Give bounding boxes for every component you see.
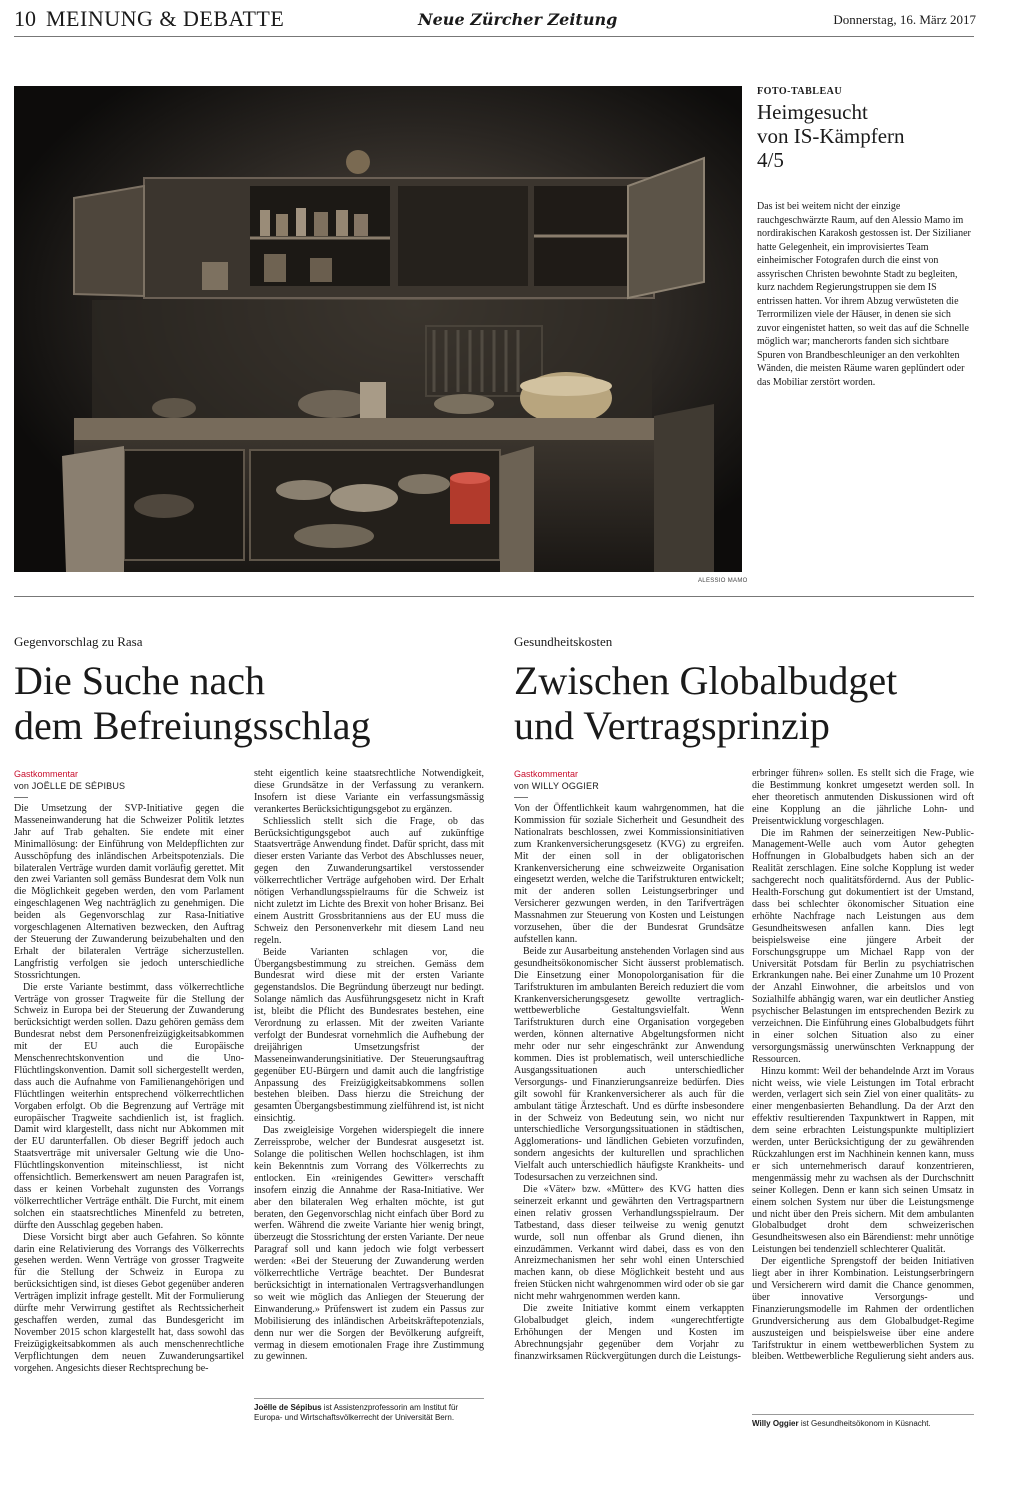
article-kicker: Gegenvorschlag zu Rasa: [14, 634, 143, 649]
byline-type: Gastkommentar: [14, 769, 79, 779]
left-article-column-1: [14, 803, 244, 1375]
headline-line: Die Suche nach: [14, 658, 266, 703]
page-number: 10: [14, 6, 36, 31]
paragraph: Schliesslich stellt sich die Frage, ob das Berücksichtigungsgebot auch auf zukünftige Staatsverträge Anwendung findet. Dafür spricht, dass mit dieser ersten Variante das Verbot des Abschlusses neuer, gegen den Zuwanderungsartikel verstossender völkerrechtlicher Verträge aufgehoben wird. Der Erhalt nötigen Verhandlungsspielraums für die Schweiz ist nicht zuletzt im Lichte des Brexit von hoher Brisanz. Bei einem Austritt Grossbritanniens aus der EU muss die Schweiz den Personenverkehr mit diesem Land neu regeln.: [254, 815, 484, 946]
right-article-header: [514, 634, 974, 748]
issue-date: Donnerstag, 16. März 2017: [833, 12, 976, 27]
paragraph: Die Umsetzung der SVP-Initiative gegen die Masseneinwanderung hat die Schweizer Politik letztes Jahr auf Trab gehalten. Sie endete mit einer Minimallösung: der Einführung von Meldepflichten zur Ausschöpfung des inländischen Arbeitspotenzials. Die bilateralen Verträge wurden damit vorläufig gerettet. Mit den zwei Varianten soll gemäss Bundesrat dem Volk nun die Möglichkeit gegeben werden, den vom Parlament eingeschlagenen Weg nachträglich zu genehmigen. Die beiden als Gegenvorschlag zur Rasa-Initiative vorgeschlagenen Alternativen bezwecken, den Auftrag der Steuerung der Zuwanderung beizubehalten und den Erhalt der bilateralen Verträge sicherzustellen. Langfristig verfolgen sie jedoch unterschiedliche Stossrichtungen.: [14, 803, 244, 981]
bio-text: ist Assistenzprofessorin am Institut für Europa- und Wirtschaftsvölkerrecht der Universität Bern.: [254, 1403, 459, 1422]
paragraph: steht eigentlich keine staatsrechtliche Notwendigkeit, diese Grundsätze in der Verfassung zu verankern. Insofern ist diese Variante ein verfassungsmässig verankertes Berücksichtigungsgebot zu ergänzen.: [254, 768, 484, 815]
paragraph: Das zweigleisige Vorgehen widerspiegelt die innere Zerreissprobe, welcher der Bundesrat ausgesetzt ist. Solange die politischen Wellen hochschlagen, ist ihm kein Bekenntnis zum Vorrang des Völkerrechts zu entlocken. Ein «reinigendes Gewitter» verschafft insofern einzig die Annahme der Rasa-Initiative. Wer aber den bilateralen Weg erhalten möchte, ist gut beraten, den Gegenvorschlag nicht einfach über Bord zu werfen. Während die zweite Variante hier wenig bringt, überzeugt die Stossrichtung der ersten Variante. Der neue Paragraf soll und kann jedoch wie folgt verbessert werden: «Bei der Steuerung der Zuwanderung werden völkerrechtliche Verträge beachtet. Der Bundesrat berücksichtigt in internationalen Vertragsverhandlungen so weit wie möglich das Anliegen der Steuerung der Einwanderung.» Prüfenswert ist zudem ein Passus zur Mobilisierung des inländischen Arbeitskräftepotenzials, denn nur wer die Sorgen der Bevölkerung aufgreift, vermag in diesem emotionalen Frage ihre Zustimmung zu gewinnen.: [254, 1125, 484, 1363]
bio-rule: [254, 1398, 484, 1399]
bio-text: ist Gesundheitsökonom in Küsnacht.: [798, 1419, 931, 1428]
tableau-title: [757, 100, 971, 172]
left-byline: [14, 768, 125, 792]
byline-author: von JOËLLE DE SÉPIBUS: [14, 781, 126, 791]
paragraph: Diese Vorsicht birgt aber auch Gefahren. So könnte darin eine Relativierung des Vorrangs des Völkerrechts gesehen werden. Wenn Verträge von grosser Tragweite für die Stellung der Schweiz in Europa zu berücksichtigen sind, ist dieses Gebot gegenüber anderen Verträgen implizit infrage gestellt. Mit der Formulierung dürfte mehr Verwirrung gestiftet als Rechtssicherheit geschaffen werden, zumal das Bundesgericht im November 2015 schon klargestellt hat, dass sowohl das Freizügigkeitsabkommen als auch menschenrechtliche Verpflichtungen dem neuen Zuwanderungsartikel vorgehen. Angesichts dieser Rechtsprechung be-: [14, 1231, 244, 1374]
feature-photo: [14, 86, 742, 572]
article-headline: [514, 658, 974, 748]
section-rule: [14, 596, 974, 597]
left-article-column-2: [254, 768, 484, 1363]
newspaper-logo: Neue Zürcher Zeitung: [418, 10, 618, 29]
paragraph: Die zweite Initiative kommt einem verkappten Globalbudget gleich, indem «ungerechtfertigte Erhöhungen der Mengen und Kosten im Abrechnungsjahr gegenüber dem Vorjahr zu finanzwirksamen Rückvergütungen durch die Leistungs-: [514, 1303, 744, 1362]
photo-credit: ALESSIO MAMO: [698, 578, 748, 584]
byline-rule: [14, 797, 28, 798]
tableau-title-line: von IS-Kämpfern: [757, 124, 905, 148]
headline-line: dem Befreiungsschlag: [14, 703, 371, 748]
masthead-rule: [14, 36, 974, 37]
byline-author: von WILLY OGGIER: [514, 781, 599, 791]
byline-rule: [514, 797, 528, 798]
headline-line: Zwischen Globalbudget: [514, 658, 898, 703]
tableau-title-line: 4/5: [757, 148, 784, 172]
article-kicker: Gesundheitskosten: [514, 634, 613, 649]
right-article-column-2: [752, 768, 974, 1363]
paragraph: Die im Rahmen der seinerzeitigen New-Public-Management-Welle auch vom Autor gehegten Hoffnungen in Globalbudgets haben sich an der Realität zerschlagen. Eine solche Kopplung ist weder sachgerecht noch qualitätsfördernd. Aus der Public-Health-Forschung gut dokumentiert ist der Umstand, dass bei schlechter ökonomischer Situation eine erhöhte Nachfrage nach Leistungen aus dem Gesundheitswesen anfallen kann. Dies legt beispielsweise eine jüngere Arbeit der Forschungsgruppe um Michael Rapp von der Universität Potsdam für Berlin zu psychiatrischen Erkrankungen nahe. Bei einer Zunahme um 10 Prozent der Anzahl Einwohner, die arbeitslos und von Sozialhilfe abhängig waren, war ein deutlicher Anstieg psychischer Belastungen im entsprechenden Bezirk zu verzeichnen. Die Einführung eines Globalbudgets führt in einer solchen Situation also zu einer versorgungsmässig unerwünschten Verknappung der Ressourcen.: [752, 827, 974, 1065]
paragraph: Die erste Variante bestimmt, dass völkerrechtliche Verträge von grosser Tragweite für die Stellung der Schweiz in Europa bei der Steuerung der Zuwanderung berücksichtigt werden sollen. Dazu gehören gemäss dem Bundesrat nebst dem Personenfreizügigkeitsabkommen mit der EU auch die Europäische Menschenrechtskonvention und die Uno-Flüchtlingskonvention. Damit soll sichergestellt werden, dass auch die Aufnahme von Familienangehörigen und Flüchtlingen weiterhin entsprechend völkerrechtlichen Vorgaben erfolgt. Ob die Begrenzung auf Verträge mit europäischer Tragweite sachdienlich ist, ist fraglich. Damit wird klargestellt, dass nicht nur Abkommen mit der EU darunterfallen. Ob dieser Begriff jedoch auch Staatsverträge mit universaler Geltung wie die Uno-Flüchtlingskonvention miteinschliesst, ist nicht offensichtlich. Bemerkenswert am neuen Paragrafen ist, dass er keinen Vorbehalt zugunsten des Vorrangs völkerrechtlicher Verträge enthält. Die Furcht, mit einem solchen ein staatsrechtliches Minenfeld zu betreten, dürfte den Ausschlag gegeben haben.: [14, 981, 244, 1231]
section-title: MEINUNG & DEBATTE: [46, 6, 285, 31]
paragraph: Die «Väter» bzw. «Mütter» des KVG hatten dies seinerzeit erkannt und gewährten den Vertragspartnern einen relativ grossen Verhandlungsspielraum. Der Tatbestand, dass dieser teilweise zu wenig genutzt wurde, soll nun offenbar als Grund dienen, ihn einzudämmen. Verkannt wird dabei, dass es von den Anreizmechanismen her sehr wohl einen Unterschied machen kann, ob diese Möglichkeit besteht und aus freien Stücken nicht wahrgenommen wird oder ob sie gar nicht mehr wahrgenommen werden kann.: [514, 1184, 744, 1303]
left-author-bio: [254, 1403, 484, 1423]
paragraph: Der eigentliche Sprengstoff der beiden Initiativen liegt aber in ihrer Kombination. Leistungserbringern und Versicherern wird damit die Chance genommen, über innovative Versorgungs- und Finanzierungsmodelle im Rahmen der ordentlichen Grundversicherung aus dem Globalbudget-Regime auszusteigen und beispielsweise über eine andere Tarifstruktur in einem wettbewerblichen System zu bleiben. Wettbewerbliche Regulierung sieht anders aus.: [752, 1256, 974, 1363]
right-byline: [514, 768, 599, 792]
tableau-title-line: Heimgesucht: [757, 100, 868, 124]
article-headline: [14, 658, 494, 748]
paragraph: erbringer führen» sollen. Es stellt sich die Frage, wie die Bestimmung konkret umgesetzt werden soll. In eher theoretisch anmutenden Diskussionen wird oft eine Kopplung an die jährliche Lohn- und Preisentwicklung vorgeschlagen.: [752, 768, 974, 827]
left-article-header: [14, 634, 494, 748]
bio-name: Willy Oggier: [752, 1419, 799, 1428]
paragraph: Hinzu kommt: Weil der behandelnde Arzt im Voraus nicht weiss, wie viele Leistungen im Total erbracht werden, verlagert sich sein Ziel von einer qualitäts- zu einer mengenbasierten Behandlung. Da der Arzt den effektiv resultierenden Taxpunktwert in Rappen, mit dem seine erbrachten Leistungspunkte multipliziert werden, unter Berücksichtigung der zu gewährenden Rückzahlungen erst im Nachhinein kennen kann, muss er sich unternehmerisch darauf konzentrieren, mengenmässig mehr zu wachsen als der Durchschnitt seiner Kollegen. Denn er kann sich seinen Umsatz in einem solchen System nur über die Leistungsmenge und nicht über den Preis sichern. Mit dem ambulanten Globalbudget droht dem schweizerischen Gesundheitswesen also ein Bärendienst: mehr unnötige Leistungen bei tendenziell schlechterer Qualität.: [752, 1065, 974, 1256]
paragraph: Von der Öffentlichkeit kaum wahrgenommen, hat die Kommission für soziale Sicherheit und Gesundheit des Nationalrats beschlossen, zwei Kommissionsinitiativen zum Krankenversicherungsgesetz (KVG) zu ergreifen. Mit der einen soll in der obligatorischen Krankenversicherung eine schweizweite Organisation eingesetzt werden, welche die Tarifstrukturen entwickelt; mit der anderen sollen Leistungserbringer und Versicherer gezwungen werden, in den Tarifverträgen Massnahmen zur Steuerung von Kosten und Leistungen vorzusehen, über die der Bundesrat Grundsätze aufstellen kann.: [514, 803, 744, 945]
masthead: [14, 6, 976, 32]
tableau-caption: Das ist bei weitem nicht der einzige rauchgeschwärzte Raum, auf den Alessio Mamo im nordirakischen Karakosh gestossen ist. Der Sizilianer hatte Gelegenheit, ein improvisiertes Team einheimischer Fotografen durch die einst von assyrischen Christen bewohnte Stadt zu begleiten, kurz nachdem Regierungstruppen sie dem IS entrissen hatten. Vor ihrem Abzug verwüsteten die Terrormilizen viele der Häuser, in denen sie sich zuvor eingenistet hatten, so weit das auf die Schnelle möglich war; mancherorts fanden sich sichtbare Spuren von Brandbeschleuniger an den verkohlten Wänden, die meisten Räume waren geplündert oder das Mobiliar zerstört worden.: [757, 201, 971, 388]
bio-name: Joëlle de Sépibus: [254, 1403, 322, 1412]
headline-line: und Vertragsprinzip: [514, 703, 830, 748]
right-article-column-1: [514, 803, 744, 1363]
photo-tableau: [757, 86, 971, 389]
paragraph: Beide zur Ausarbeitung anstehenden Vorlagen sind aus gesundheitsökonomischer Sicht äusserst problematisch. Die Einsetzung einer Monopolorganisation für die Tarifstrukturen im ambulanten Bereich reduziert die vom Krankenversicherungsgesetz gewollte vertraglich-wettbewerbliche Gestaltungsvielfalt. Wenn Tarifstrukturen durch eine Organisation vorgegeben werden, können alternative Abgeltungsformen nicht mehr oder nur sehr eingeschränkt zur Anwendung kommen. Dies ist problematisch, weil unterschiedliche Ausgangssituationen auch unterschiedlicher Versorgungs- und Finanzierungsanreize bedürfen. Dies gilt sowohl für Krankenversicherer als auch für die ambulant tätige Ärzteschaft. Und es dürfte insbesondere in der Schweiz von Bedeutung sein, wo nicht nur unterschiedliche Versorgungssituationen in städtischen, Agglomerations- und ländlichen Gebieten vorzufinden, sondern angesichts der kulturellen und sprachlichen Vielfalt auch unterschiedlich häufigste Krankheits- und Todesursachen zu verzeichnen sind.: [514, 945, 744, 1184]
paragraph: Beide Varianten schlagen vor, die Übergangsbestimmung zu streichen. Gemäss dem Bundesrat wird diese mit der ersten Variante gegenstandslos. Die Begründung überzeugt nur bedingt. Solange nämlich das Ausführungsgesetz nicht in Kraft ist, bleibt die Pflicht des Bundesrates bestehen, eine Verordnung zu erlassen. Mit der zweiten Variante verfolgt der Bundesrat vornehmlich die Aufhebung der dreijährigen Umsetzungsfrist der Masseneinwanderungsinitiative. Der Steuerungsauftrag gegenüber EU-Bürgern und damit auch die langfristige Anpassung des Freizügigkeitsabkommens sollen bestehen bleiben. Dass hierzu die Streichung der gesamten Übergangsbestimmung zielführend ist, ist nicht einsichtig.: [254, 946, 484, 1125]
bio-rule: [752, 1414, 974, 1415]
right-author-bio: [752, 1419, 974, 1429]
tableau-kicker: FOTO-TABLEAU: [757, 86, 843, 97]
byline-type: Gastkommentar: [514, 769, 579, 779]
